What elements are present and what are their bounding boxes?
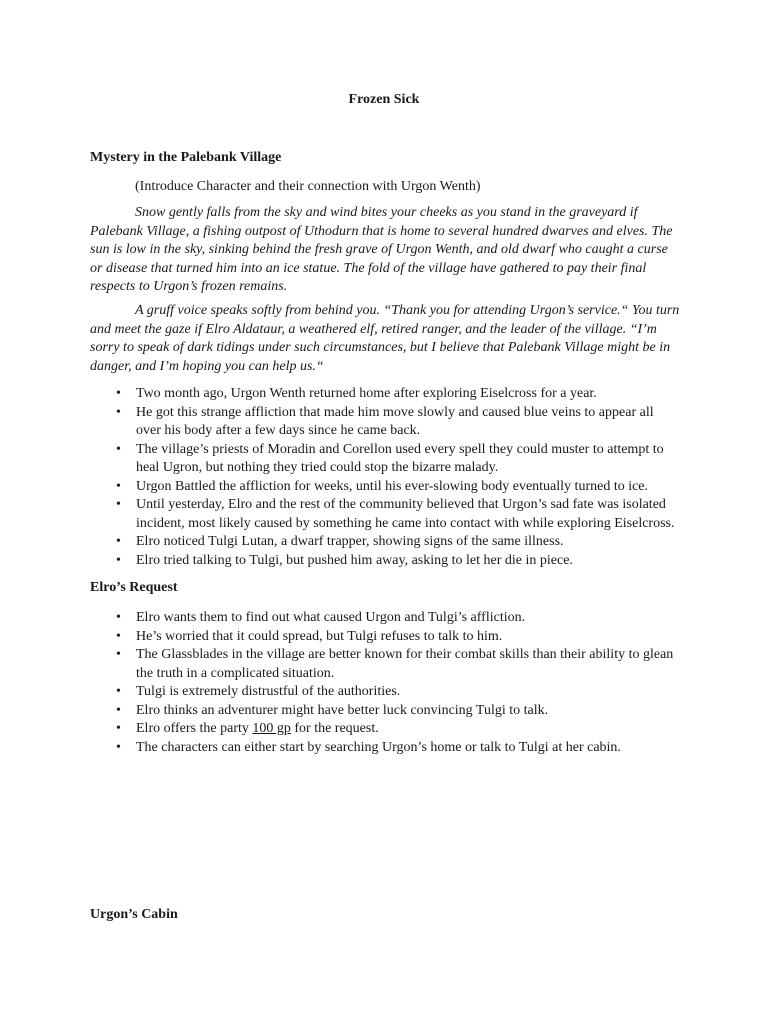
offer-amount: 100 gp xyxy=(252,721,291,736)
list-item: • He got this strange affliction that made him move slowly and caused blue veins to appear all over his body after a few days since he came back. xyxy=(90,404,680,441)
list-item: • He’s worried that it could spread, but Tulgi refuses to talk to him. xyxy=(90,628,680,647)
list-item: • The characters can either start by searching Urgon’s home or talk to Tulgi at her cabin. xyxy=(90,739,680,758)
document-title: Frozen Sick xyxy=(348,92,420,107)
list-item: • Elro thinks an adventurer might have better luck convincing Tulgi to talk. xyxy=(90,702,680,721)
narration-paragraph-1: Snow gently falls from the sky and wind bites your cheeks as you stand in the graveyard if Palebank Village, a fishing outpost of Uthodurn that is home to several hundred dwarves and elves. The sun is low in the sky, sinking behind the fresh grave of Urgon Wenth, and old dwarf who caught a curse or disease that turned him into an ice statue. The fold of the village have gathered to pay their final respects to Urgon’s frozen remains. xyxy=(90,205,673,294)
list-item: • Until yesterday, Elro and the rest of the community believed that Urgon’s sad fate was isolated incident, most likely caused by something he came into contact with while exploring Eiselcross. xyxy=(90,496,680,533)
list-item: • Two month ago, Urgon Wenth returned home after exploring Eiselcross for a year. xyxy=(90,385,680,404)
request-bullet-list xyxy=(90,609,680,757)
narration-paragraph-2: A gruff voice speaks softly from behind you. “Thank you for attending Urgon’s service.“ You turn and meet the gaze if Elro Aldataur, a weathered elf, retired ranger, and the leader of the village. “I’m sorry to speak of dark tidings under such circumstances, but I believe that Palebank Village might be in danger, and I’m hoping you can help us.“ xyxy=(90,303,680,374)
intro-note: (Introduce Character and their connection with Urgon Wenth) xyxy=(135,179,481,194)
list-item: • Elro noticed Tulgi Lutan, a dwarf trapper, showing signs of the same illness. xyxy=(90,533,680,552)
list-item: • Tulgi is extremely distrustful of the authorities. xyxy=(90,683,680,702)
section-heading-cabin: Urgon’s Cabin xyxy=(90,907,178,922)
list-item: • The village’s priests of Moradin and Corellon used every spell they could muster to attempt to heal Ugron, but nothing they tried could stop the bizarre malady. xyxy=(90,441,680,478)
list-item-offer xyxy=(90,720,680,739)
mystery-bullet-list xyxy=(90,385,680,570)
list-item: • Elro tried talking to Tulgi, but pushed him away, asking to let her die in piece. xyxy=(90,552,680,571)
section-heading-mystery: Mystery in the Palebank Village xyxy=(90,150,282,165)
section-heading-request: Elro’s Request xyxy=(90,580,178,595)
list-item: • Elro wants them to find out what caused Urgon and Tulgi’s affliction. xyxy=(90,609,680,628)
list-item: • The Glassblades in the village are better known for their combat skills than their ability to glean the truth in a complicated situation. xyxy=(90,646,680,683)
list-item: • Urgon Battled the affliction for weeks, until his ever-slowing body eventually turned to ice. xyxy=(90,478,680,497)
offer-text-before: Elro offers the party xyxy=(136,721,253,736)
offer-text-after: for the request. xyxy=(290,721,379,736)
